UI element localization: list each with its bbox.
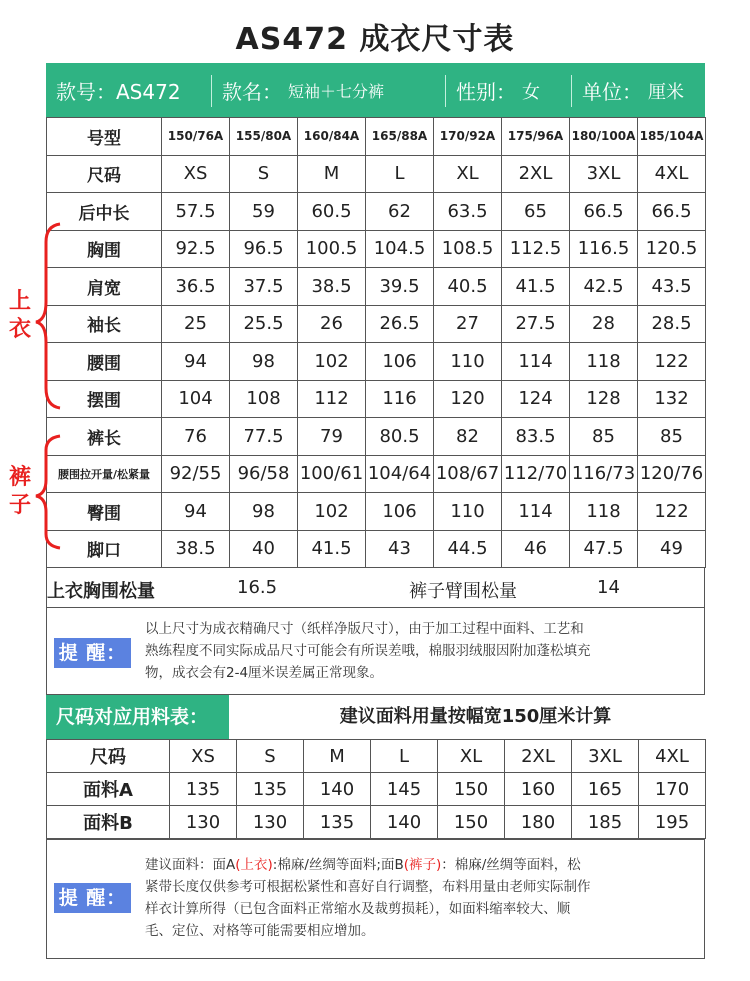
fabric-reminder-line: [145, 854, 694, 876]
table-cell: 96.5: [230, 230, 298, 268]
table-cell: 28: [570, 305, 638, 343]
reminder-line: 熟练程度不同实际成品尺寸可能会有所误差哦，棉服羽绒服因附加蓬松填充: [145, 643, 591, 659]
table-cell: 25.5: [230, 305, 298, 343]
table-cell: 108: [230, 380, 298, 418]
table-cell: 2XL: [505, 740, 572, 773]
table-cell: 170: [639, 773, 706, 806]
table-cell: 150/76A: [162, 118, 230, 156]
table-cell: 110: [434, 493, 502, 531]
table-cell: 118: [570, 493, 638, 531]
table-cell: 98: [230, 493, 298, 531]
table-cell: 28.5: [638, 305, 706, 343]
table-cell: M: [298, 155, 366, 193]
page-title: AS472 成衣尺寸表: [235, 22, 515, 57]
table-cell: 76: [162, 418, 230, 456]
table-row: [47, 193, 706, 231]
table-cell: 116.5: [570, 230, 638, 268]
table-cell: 122: [638, 343, 706, 381]
table-cell: 120: [434, 380, 502, 418]
table-cell: 195: [639, 806, 706, 839]
table-cell: 150: [438, 773, 505, 806]
reminder-line: 物，成衣会有2-4厘米误差属正常现象。: [145, 665, 384, 681]
reminder-text: [145, 618, 694, 684]
table-cell: 150: [438, 806, 505, 839]
table-row: [47, 740, 706, 773]
table-cell: XS: [162, 155, 230, 193]
table-cell: 26.5: [366, 305, 434, 343]
table-cell: 27.5: [502, 305, 570, 343]
table-cell: 122: [638, 493, 706, 531]
pants-highlight: (裤子): [403, 857, 442, 873]
table-cell: 175/96A: [502, 118, 570, 156]
top-group-char: 上: [8, 289, 31, 314]
table-cell: 160/84A: [298, 118, 366, 156]
table-cell: 108/67: [434, 455, 502, 493]
table-cell: 80.5: [366, 418, 434, 456]
table-cell: 4XL: [638, 155, 706, 193]
table-cell: 49: [638, 530, 706, 568]
table-cell: 155/80A: [230, 118, 298, 156]
table-row: [47, 418, 706, 456]
table-cell: 112.5: [502, 230, 570, 268]
table-cell: 47.5: [570, 530, 638, 568]
style-number: 款号：AS472: [56, 80, 181, 104]
reminder-box: [46, 608, 705, 695]
table-cell: 104/64: [366, 455, 434, 493]
table-cell: XL: [434, 155, 502, 193]
table-row: [47, 806, 706, 839]
unit-label: 单位：: [582, 80, 642, 104]
table-cell: 94: [162, 493, 230, 531]
table-cell: 41.5: [502, 268, 570, 306]
table-cell: 100.5: [298, 230, 366, 268]
table-cell: 46: [502, 530, 570, 568]
table-cell: 112: [298, 380, 366, 418]
gender: [446, 63, 571, 118]
table-cell: 160: [505, 773, 572, 806]
top-group-label: [8, 288, 32, 344]
table-cell: 57.5: [162, 193, 230, 231]
table-row: [47, 343, 706, 381]
table-cell: 62: [366, 193, 434, 231]
table-cell: 135: [304, 806, 371, 839]
table-cell: 43.5: [638, 268, 706, 306]
table-row: [47, 305, 706, 343]
divider: [571, 75, 572, 107]
table-cell: 124: [502, 380, 570, 418]
table-cell: 27: [434, 305, 502, 343]
table-cell: 110: [434, 343, 502, 381]
table-cell: 43: [366, 530, 434, 568]
table-cell: 44.5: [434, 530, 502, 568]
table-cell: 140: [304, 773, 371, 806]
table-row: [47, 455, 706, 493]
table-cell: 65: [502, 193, 570, 231]
table-cell: 130: [237, 806, 304, 839]
table-row: [47, 268, 706, 306]
table-cell: 41.5: [298, 530, 366, 568]
table-cell: 96/58: [230, 455, 298, 493]
gender-value: 女: [522, 81, 540, 103]
table-cell: 102: [298, 493, 366, 531]
table-cell: 37.5: [230, 268, 298, 306]
table-cell: 130: [170, 806, 237, 839]
row-label: 胸围: [47, 230, 162, 268]
table-cell: 180: [505, 806, 572, 839]
size-table: [46, 117, 706, 568]
top-ease-value: 16.5: [237, 577, 278, 598]
table-cell: 38.5: [298, 268, 366, 306]
table-cell: 120.5: [638, 230, 706, 268]
table-cell: 135: [170, 773, 237, 806]
table-cell: 63.5: [434, 193, 502, 231]
table-cell: 38.5: [162, 530, 230, 568]
table-cell: 114: [502, 493, 570, 531]
fabric-reminder-line: 紧带长度仅供参考可根据松紧性和喜好自行调整，布料用量由老师实际制作: [145, 879, 591, 895]
table-cell: 106: [366, 493, 434, 531]
row-label: 袖长: [47, 305, 162, 343]
row-label: 尺码: [47, 155, 162, 193]
table-cell: 66.5: [570, 193, 638, 231]
table-cell: XS: [170, 740, 237, 773]
table-row: [47, 230, 706, 268]
table-cell: 140: [371, 806, 438, 839]
divider: [211, 75, 212, 107]
product-info-bar: [46, 63, 705, 118]
table-row: [47, 773, 706, 806]
row-label: 面料B: [47, 806, 170, 839]
pants-group-char: 裤: [8, 465, 31, 490]
row-label: 面料A: [47, 773, 170, 806]
reminder-line: 以上尺寸为成衣精确尺寸（纸样净版尺寸），由于加工过程中面料、工艺和: [145, 621, 584, 637]
table-cell: 3XL: [570, 155, 638, 193]
pants-ease-value: 14: [597, 577, 620, 598]
table-cell: 26: [298, 305, 366, 343]
unit-value: 厘米: [648, 81, 684, 103]
table-cell: 83.5: [502, 418, 570, 456]
table-cell: 100/61: [298, 455, 366, 493]
table-cell: 106: [366, 343, 434, 381]
table-cell: 108.5: [434, 230, 502, 268]
row-label: 号型: [47, 118, 162, 156]
row-label: 臀围: [47, 493, 162, 531]
table-cell: 59: [230, 193, 298, 231]
table-cell: 92/55: [162, 455, 230, 493]
table-cell: 116: [366, 380, 434, 418]
top-ease-label: 上衣胸围松量: [47, 581, 155, 602]
table-cell: 170/92A: [434, 118, 502, 156]
row-label: 肩宽: [47, 268, 162, 306]
table-cell: 79: [298, 418, 366, 456]
table-cell: 85: [638, 418, 706, 456]
table-cell: 104.5: [366, 230, 434, 268]
table-cell: 39.5: [366, 268, 434, 306]
fabric-table: [46, 739, 706, 839]
table-cell: 40.5: [434, 268, 502, 306]
ease-row: [46, 568, 705, 608]
table-cell: S: [230, 155, 298, 193]
table-cell: 60.5: [298, 193, 366, 231]
table-row: [47, 380, 706, 418]
top-bracket: [36, 224, 60, 408]
table-row: [47, 493, 706, 531]
divider: [445, 75, 446, 107]
text-run: 建议面料：面A: [145, 857, 236, 873]
table-cell: 2XL: [502, 155, 570, 193]
table-cell: 94: [162, 343, 230, 381]
table-cell: 180/100A: [570, 118, 638, 156]
row-label: 后中长: [47, 193, 162, 231]
table-cell: XL: [438, 740, 505, 773]
row-label: 腰围拉开量/松紧量: [47, 455, 162, 493]
table-cell: 85: [570, 418, 638, 456]
row-label: 腰围: [47, 343, 162, 381]
table-row: [47, 118, 706, 156]
row-label: 尺码: [47, 740, 170, 773]
pants-group-label: [8, 464, 32, 520]
top-highlight: (上衣): [235, 857, 273, 873]
table-cell: L: [366, 155, 434, 193]
table-cell: 145: [371, 773, 438, 806]
row-label: 摆围: [47, 380, 162, 418]
top-group-char: 衣: [8, 317, 31, 342]
table-row: [47, 530, 706, 568]
fabric-header: [46, 695, 705, 739]
row-label: 裤长: [47, 418, 162, 456]
fabric-reminder-text: [145, 854, 694, 942]
product-name-label: 款名：: [222, 80, 282, 104]
table-cell: 92.5: [162, 230, 230, 268]
fabric-reminder-line: 毛、定位、对格等可能需要相应增加。: [145, 923, 375, 939]
product-name-value: 短袖＋七分裤: [288, 82, 385, 101]
unit: [572, 63, 702, 118]
table-cell: 165: [572, 773, 639, 806]
fabric-header-note: 建议面料用量按幅宽150厘米计算: [339, 706, 612, 727]
table-cell: 82: [434, 418, 502, 456]
table-cell: L: [371, 740, 438, 773]
table-cell: 120/76: [638, 455, 706, 493]
table-cell: 66.5: [638, 193, 706, 231]
fabric-header-label: 尺码对应用料表：: [46, 695, 229, 739]
table-cell: 112/70: [502, 455, 570, 493]
table-cell: 135: [237, 773, 304, 806]
table-row: [47, 155, 706, 193]
table-cell: M: [304, 740, 371, 773]
table-cell: 40: [230, 530, 298, 568]
table-cell: 165/88A: [366, 118, 434, 156]
table-cell: 42.5: [570, 268, 638, 306]
table-cell: 98: [230, 343, 298, 381]
table-cell: 3XL: [572, 740, 639, 773]
table-cell: 185: [572, 806, 639, 839]
table-cell: 185/104A: [638, 118, 706, 156]
pants-group-char: 子: [8, 493, 31, 518]
product-name: [212, 63, 445, 118]
group-brackets: [28, 222, 64, 552]
gender-label: 性别：: [456, 80, 516, 104]
text-run: ：棉麻/丝绸等面料，松: [441, 857, 581, 873]
fabric-reminder-badge: 提 醒：: [54, 883, 131, 913]
table-cell: S: [237, 740, 304, 773]
fabric-reminder-box: [46, 839, 705, 959]
text-run: :棉麻/丝绸等面料;面B: [272, 857, 404, 873]
reminder-badge: 提 醒：: [54, 638, 131, 668]
table-cell: 128: [570, 380, 638, 418]
row-label: 脚口: [47, 530, 162, 568]
table-cell: 25: [162, 305, 230, 343]
table-cell: 104: [162, 380, 230, 418]
table-cell: 116/73: [570, 455, 638, 493]
table-cell: 36.5: [162, 268, 230, 306]
table-cell: 118: [570, 343, 638, 381]
pants-bracket: [36, 436, 60, 548]
pants-ease-label: 裤子臂围松量: [409, 581, 517, 602]
table-cell: 102: [298, 343, 366, 381]
table-cell: 132: [638, 380, 706, 418]
table-cell: 77.5: [230, 418, 298, 456]
table-cell: 4XL: [639, 740, 706, 773]
table-cell: 114: [502, 343, 570, 381]
fabric-reminder-line: 样衣计算所得（已包含面料正常缩水及裁剪损耗），如面料缩率较大、顺: [145, 901, 571, 917]
